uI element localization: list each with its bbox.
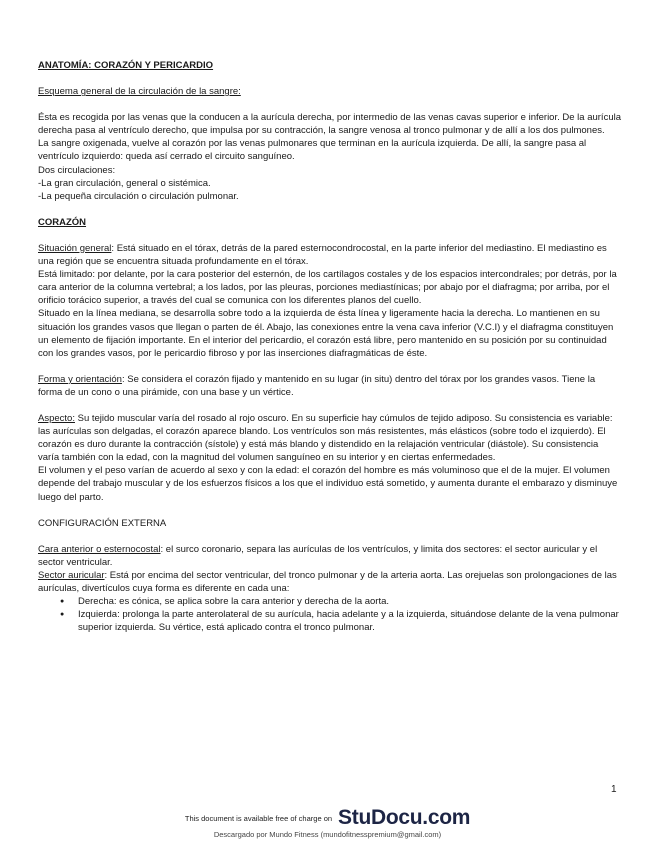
studocu-logo[interactable] xyxy=(338,806,470,830)
forma-paragraph xyxy=(38,373,622,399)
footer-banner xyxy=(0,803,655,833)
circulation-paragraph-2: La sangre oxigenada, vuelve al corazón por las venas pulmonares que terminan en la aurícula izquierda. De allí, la sangre pasa al ventrículo izquierdo: queda así cerrado el circuito sanguíneo. xyxy=(38,138,587,163)
cara-label: Cara anterior o esternocostal xyxy=(38,543,161,555)
cara-text: : el surco coronario, separa las aurículas de los ventrículos, y limita dos sectores: el sector auricular y el sector ventricular. xyxy=(38,543,598,568)
list-item: ● Derecha: es cónica, se aplica sobre la cara anterior y derecha de la aorta. xyxy=(60,595,622,608)
situacion-paragraph-3: Situado en la línea mediana, se desarrolla sobre todo a la izquierda de ésta línea y ligeramente hacia la derecha. Lo mantienen en su situación los grandes vasos que llegan o parten de él. Abajo, las conexiones entre la vena cava inferior (V.C.I) y el diafragma constituyen un elemento de fijación importante. En el interior del pericardio, el corazón está libre, pero mantenido en su posición por su continuidad con los grandes vasos, por le pericardio fibroso y por las inserciones diafragmáticas de éste. xyxy=(38,308,614,359)
logo-name: StuDocu xyxy=(338,806,423,829)
situacion-paragraph-2: Está limitado: por delante, por la cara posterior del esternón, de los cartílagos costales y de los espacios intercondrales; por detrás, por la cara anterior de la columna vertebral; a los lados, por las pleuras, porciones mediastínicas; por abajo por el diafragma; por arriba, por el orificio torácico superior, a través del cual se comunica con los diferentes planos del cuello. xyxy=(38,269,617,307)
page-number: 1 xyxy=(611,784,617,795)
forma-text: : Se considera el corazón fijado y mantenido en su lugar (in situ) dentro del tórax por los grandes vasos. Tiene la forma de un cono o una pirámide, con una base y un vértice. xyxy=(38,373,596,398)
circulation-paragraph-3: Dos circulaciones: xyxy=(38,164,116,176)
document-title: ANATOMÍA: CORAZÓN Y PERICARDIO xyxy=(38,60,214,71)
sector-paragraph xyxy=(38,569,622,595)
logo-domain: .com xyxy=(422,806,471,829)
aspecto-text: Su tejido muscular varía del rosado al rojo oscuro. En su superficie hay cúmulos de tejido adiposo. Su consistencia es variable: las aurículas son delgadas, el corazón aparece blando. Los ventrículos son más resistentes, más elásticos (sobre todo el izquierdo). El corazón es duro durante la contracción (sístole) y está más blando y distendido en la relajación ventricular (diástole). Su consistencia varía también con la edad, con la magnitud del volumen sanguíneo en su interior y en ciertas enfermedades. xyxy=(38,412,613,464)
situacion-label: Situación general xyxy=(38,242,112,254)
situacion-paragraph xyxy=(38,242,622,268)
circulation-item-2: -La pequeña circulación o circulación pulmonar. xyxy=(38,190,239,202)
aspecto-paragraph-2: El volumen y el peso varían de acuerdo al sexo y con la edad: el corazón del hombre es más voluminoso que el de la mujer. El volumen depende del trabajo muscular y de los esfuerzos físicos a los que el individuo está sometido, y aumenta durante el embarazo y disminuye luego del parto. xyxy=(38,465,618,503)
footer-text: This document is available free of charge on xyxy=(184,813,333,823)
forma-label: Forma y orientación xyxy=(38,373,122,385)
download-notice: Descargado por Mundo Fitness (mundofitnesspremium@gmail.com) xyxy=(213,830,442,839)
aspecto-paragraph xyxy=(38,412,622,464)
config-heading: CONFIGURACIÓN EXTERNA xyxy=(38,517,167,529)
orejuelas-list xyxy=(38,595,622,634)
cara-paragraph xyxy=(38,543,622,569)
circulation-item-1: -La gran circulación, general o sistémica. xyxy=(38,177,211,189)
situacion-text: : Está situado en el tórax, detrás de la pared esternocondrocostal, en la parte inferior del mediastino. El mediastino es una región que se encuentra situada profundamente en el tórax. xyxy=(38,242,607,268)
list-item: ● Izquierda: prolonga la parte anterolateral de su aurícula, hacia adelante y a la izquierda, situándose delante de la vena pulmonar superior izquierda. Su vértice, está aplicado contra el tronco pulmonar. xyxy=(60,608,622,634)
circulation-paragraph-1: Ésta es recogida por las venas que la conducen a la aurícula derecha, por intermedio de las venas cavas superior e inferior. De la aurícula derecha pasa al ventrículo derecho, que impulsa por su contracción, la sangre venosa al tronco pulmonar y de allí a los dos pulmones. xyxy=(38,112,622,137)
corazon-heading: CORAZÓN xyxy=(38,216,87,228)
aspecto-label: Aspecto: xyxy=(38,412,75,424)
document-body xyxy=(38,59,622,634)
circulation-heading: Esquema general de la circulación de la sangre: xyxy=(38,86,241,98)
sector-text: : Está por encima del sector ventricular, del tronco pulmonar y de la arteria aorta. Las orejuelas son prolongaciones de las aurículas, divertículos cuya forma es diferente en cada una: xyxy=(38,569,617,594)
sector-label: Sector auricular xyxy=(38,569,105,581)
